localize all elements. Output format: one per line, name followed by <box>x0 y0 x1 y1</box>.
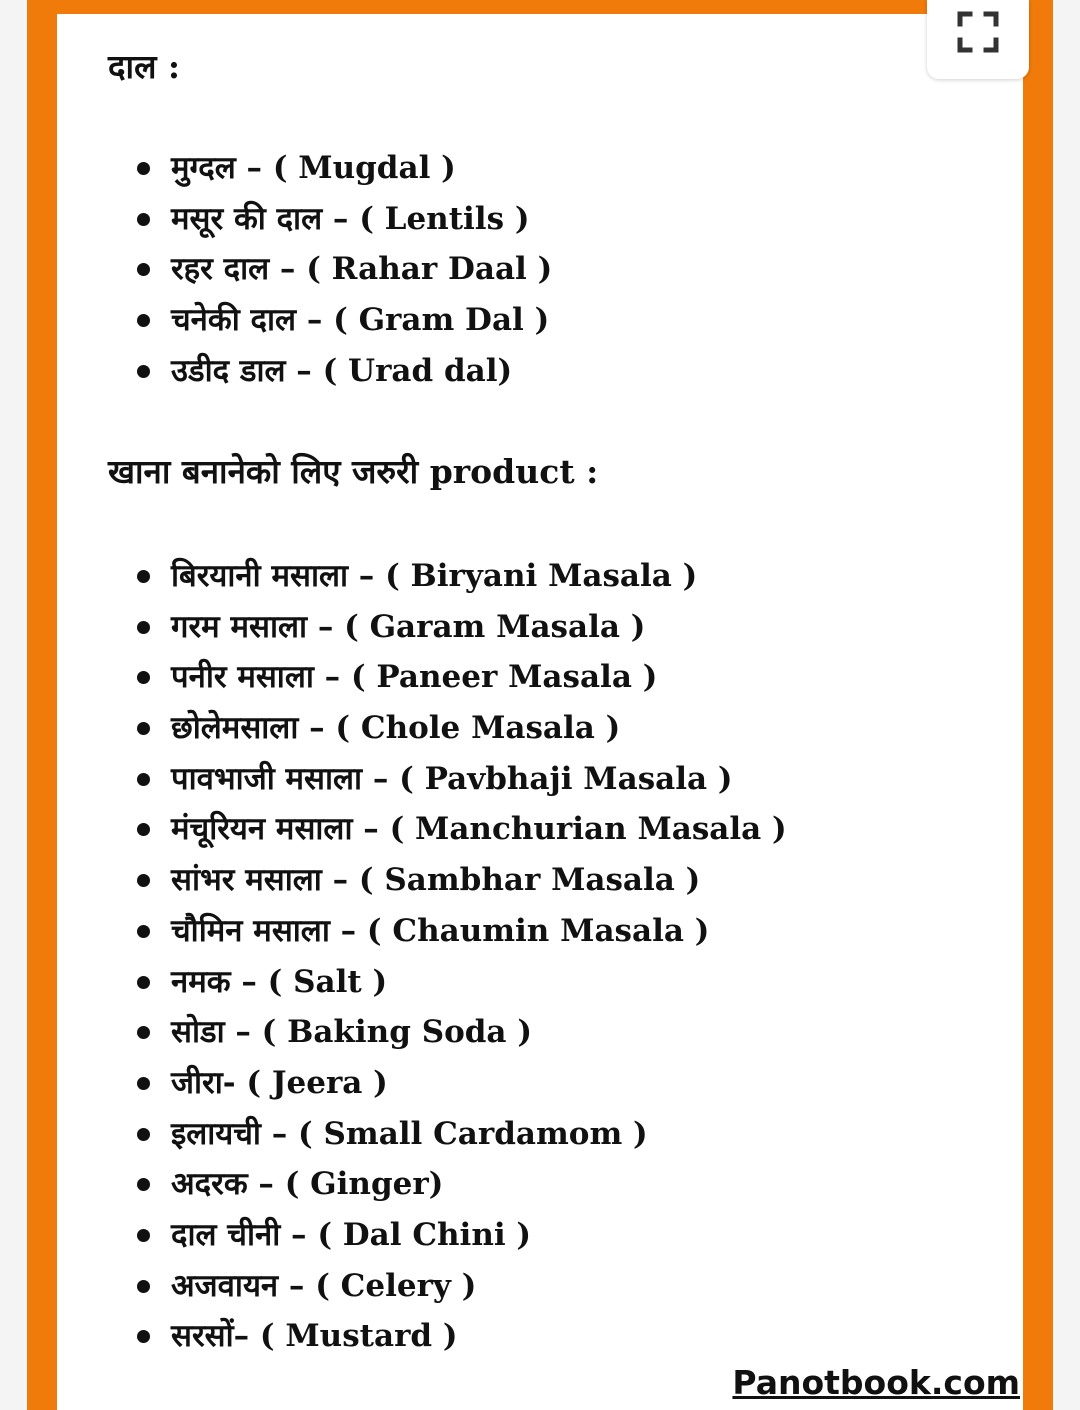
watermark: Panotbook.com <box>732 1363 1020 1402</box>
bullet <box>137 162 150 175</box>
list-item <box>0 754 1000 805</box>
bullet <box>137 570 150 583</box>
bullet <box>137 1280 150 1293</box>
list-item-text: मुग्दल – ( Mugdal ) <box>171 150 456 186</box>
list-item-text: सोडा – ( Baking Soda ) <box>171 1014 532 1051</box>
list-item-text: मसूर की दाल – ( Lentils ) <box>171 200 530 237</box>
bullet <box>137 823 150 836</box>
list-item <box>0 1109 1000 1160</box>
list-item <box>0 1007 1000 1058</box>
list-item <box>0 602 1000 653</box>
list-item-text: गरम मसाला – ( Garam Masala ) <box>171 608 646 645</box>
list-item-text: पावभाजी मसाला – ( Pavbhaji Masala ) <box>171 760 733 797</box>
list-item-text: बिरयानी मसाला – ( Biryani Masala ) <box>171 558 698 594</box>
bullet <box>137 314 150 327</box>
products-list <box>0 551 1000 1362</box>
fullscreen-expand-icon <box>957 11 999 53</box>
list-item-text: पनीर मसाला – ( Paneer Masala ) <box>171 659 658 696</box>
list-item-text: छोलेमसाला – ( Chole Masala ) <box>171 710 621 747</box>
bullet <box>137 1077 150 1090</box>
bullet <box>137 925 150 938</box>
bullet <box>137 1330 150 1343</box>
list-item-text: रहर दाल – ( Rahar Daal ) <box>171 251 553 288</box>
list-item <box>0 1311 1000 1362</box>
list-item <box>0 804 1000 855</box>
list-item-text: सरसों– ( Mustard ) <box>171 1318 458 1355</box>
list-item-text: अजवायन – ( Celery ) <box>171 1267 477 1304</box>
list-item-text: दाल चीनी – ( Dal Chini ) <box>171 1216 532 1253</box>
list-item-text: मंचूरियन मसाला – ( Manchurian Masala ) <box>171 811 787 848</box>
list-item <box>0 957 1000 1008</box>
section-heading-dal: दाल : <box>108 47 181 86</box>
bullet <box>137 1178 150 1191</box>
list-item <box>0 855 1000 906</box>
list-item <box>0 703 1000 754</box>
bullet <box>137 671 150 684</box>
bullet <box>137 773 150 786</box>
list-item <box>0 551 1000 602</box>
dal-list <box>0 143 1000 396</box>
section-heading-products: खाना बनानेको लिए जरुरी product : <box>108 452 599 491</box>
list-item <box>0 295 1000 346</box>
list-item-text: जीरा- ( Jeera ) <box>171 1064 388 1101</box>
bullet <box>137 263 150 276</box>
bullet <box>137 365 150 378</box>
bullet <box>137 874 150 887</box>
list-item <box>0 194 1000 245</box>
bullet <box>137 722 150 735</box>
list-item-text: इलायची – ( Small Cardamom ) <box>171 1115 648 1152</box>
list-item <box>0 906 1000 957</box>
list-item <box>0 1159 1000 1210</box>
bullet <box>137 1026 150 1039</box>
list-item <box>0 1058 1000 1109</box>
list-item-text: अदरक – ( Ginger) <box>171 1166 444 1203</box>
bullet <box>137 976 150 989</box>
list-item <box>0 1261 1000 1312</box>
bullet <box>137 1128 150 1141</box>
bullet <box>137 213 150 226</box>
list-item-text: सांभर मसाला – ( Sambhar Masala ) <box>171 862 701 899</box>
bullet <box>137 1229 150 1242</box>
list-item <box>0 244 1000 295</box>
list-item-text: उडीद डाल – ( Urad dal) <box>171 352 513 389</box>
list-item <box>0 346 1000 397</box>
fullscreen-button[interactable] <box>927 0 1029 79</box>
list-item <box>0 1210 1000 1261</box>
list-item-text: चौमिन मसाला – ( Chaumin Masala ) <box>171 912 710 949</box>
bullet <box>137 621 150 634</box>
list-item-text: नमक – ( Salt ) <box>171 963 388 1000</box>
list-item <box>0 143 1000 194</box>
list-item <box>0 652 1000 703</box>
list-item-text: चनेकी दाल – ( Gram Dal ) <box>171 302 550 339</box>
